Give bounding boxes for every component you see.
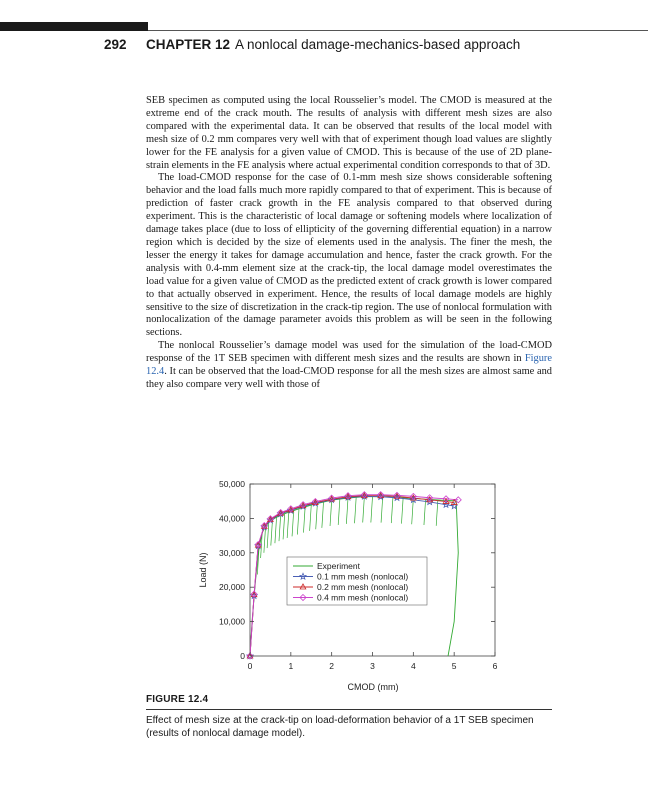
unloading-line [264, 527, 266, 553]
legend-label: 0.4 mm mesh (nonlocal) [317, 592, 409, 603]
header-rule [148, 30, 648, 31]
x-tick-label: 2 [329, 661, 335, 671]
unloading-line [391, 497, 393, 523]
x-tick-label: 5 [451, 661, 457, 671]
y-axis-label: Load (N) [198, 552, 208, 588]
unloading-line [371, 497, 373, 523]
x-tick-label: 1 [288, 661, 294, 671]
unloading-line [292, 511, 294, 537]
paragraph-3 [146, 340, 552, 392]
unloading-line [401, 498, 403, 524]
chapter-heading [146, 37, 520, 52]
unloading-line [279, 515, 281, 541]
running-header [0, 37, 648, 55]
paragraph-3-text-b: . It can be observed that the load-CMOD response for all the mesh sizes are almost same and they also compare very well with those of [146, 366, 552, 390]
unloading-line [316, 503, 318, 529]
figure-12-4 [195, 472, 505, 697]
chapter-title: A nonlocal damage-mechanics-based approach [235, 37, 521, 52]
x-tick-label: 0 [247, 661, 253, 671]
x-tick-label: 3 [370, 661, 375, 671]
body-text [146, 95, 552, 392]
unloading-line [287, 512, 289, 538]
unloading-line [436, 500, 438, 526]
x-tick-label: 4 [410, 661, 416, 671]
caption-text: Effect of mesh size at the crack-tip on load-deformation behavior of a 1T SEB specimen (results of nonlocal damage model). [146, 715, 534, 739]
figure-link[interactable]: Figure 12.4 [146, 353, 552, 378]
unloading-line [330, 500, 332, 526]
legend-label: 0.1 mm mesh (nonlocal) [317, 571, 409, 582]
caption-rule [146, 709, 552, 710]
y-tick-label: 30,000 [219, 547, 245, 558]
unloading-line [322, 502, 324, 528]
y-tick-label: 10,000 [219, 616, 245, 627]
chapter-label: CHAPTER 12 [146, 37, 231, 52]
legend-label: 0.2 mm mesh (nonlocal) [317, 582, 409, 592]
unloading-line [355, 497, 357, 523]
unloading-line [346, 498, 348, 524]
caption-label: FIGURE 12.4 [146, 694, 209, 705]
unloading-line [381, 497, 383, 523]
x-axis-label: CMOD (mm) [347, 682, 399, 692]
y-tick-label: 50,000 [219, 479, 245, 489]
unloading-line [310, 505, 312, 531]
paragraph-3-text-a: The nonlocal Rousselier’s damage model was used for the simulation of the load-CMOD response of the 1T SEB specimen with different mesh sizes and the results are shown in [146, 340, 552, 365]
unloading-line [297, 509, 299, 535]
paragraph-1: SEB specimen as computed using the local Rousselier’s model. The CMOD is measured at the extreme end of the crack mouth. The results of analysis with different mesh sizes are also compared with the experimental data. It can be observed that results of the local model with mesh size of 0.2 mm compares very well with that of experiment though load values are slightly lower for the FE analysis for a given value of CMOD. This is because of the use of 2D plane-strain elements in the FE analysis where actual experimental condition corresponds to that of 3D. [146, 95, 552, 171]
y-tick-label: 0 [240, 651, 245, 661]
unloading-line [363, 497, 365, 523]
load-cmod-chart [195, 472, 505, 697]
x-tick-label: 6 [492, 661, 498, 671]
header-bar [0, 22, 148, 31]
unloading-line [424, 499, 426, 525]
unloading-line [271, 520, 273, 546]
y-tick-label: 40,000 [219, 513, 245, 524]
unloading-line [275, 517, 277, 543]
unloading-line [303, 507, 305, 533]
legend-label: Experiment [317, 561, 360, 571]
figure-caption [146, 694, 552, 740]
legend [287, 557, 427, 605]
y-tick-label: 20,000 [219, 582, 245, 593]
unloading-line [338, 499, 340, 525]
paragraph-2: The load-CMOD response for the case of 0.1-mm mesh size shows considerable softening behavior and the load falls much more rapidly compared to that of experiment. This is because of prediction of faster crack growth in the FE analysis compared to that observed during experiment. This is the characteristic of local damage or softening models where localization of damage takes place (due to loss of ellipticity of the governing differential equation) in a narrow region which is decided by the size of elements used in the analysis. The finer the mesh, the lesser the energy it takes for damage accumulation and hence, faster the crack growth. For the analysis with 0.4-mm element size at the crack-tip, the local damage model overestimates the load value for a given value of CMOD as the predicted extent of crack growth is lower compared to that actually observed in experiment. Hence, the results of local damage models are highly sensitive to the size of discretization in the crack-tip region. The use of nonlocal formulation with nonlocalization of the damage parameter avoids this problem as will be seen in the following sections. [146, 172, 552, 339]
unloading-line [283, 514, 285, 540]
page-number: 292 [104, 37, 127, 52]
